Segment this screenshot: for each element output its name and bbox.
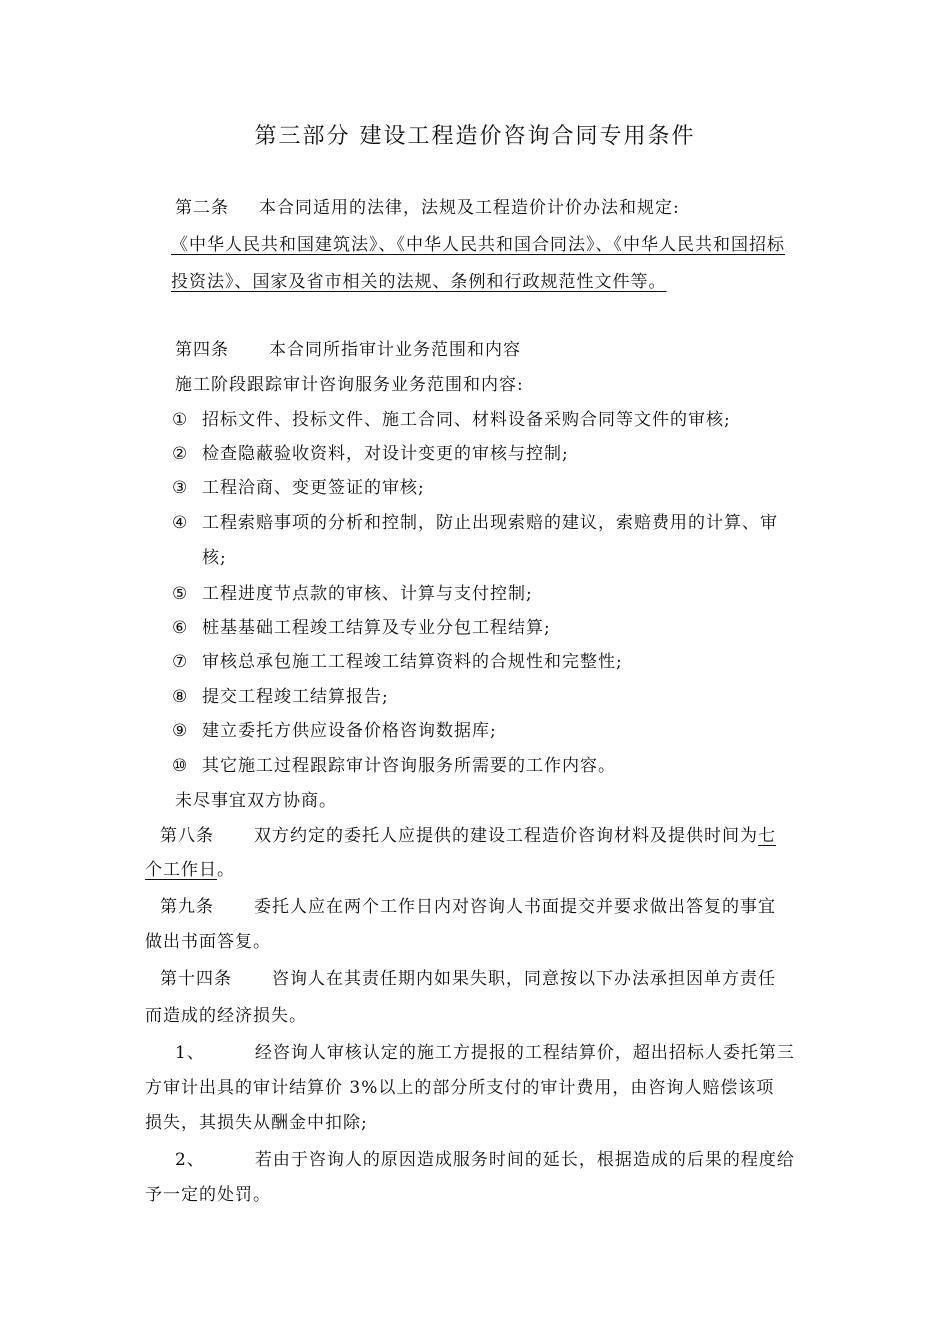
list-item <box>172 719 497 743</box>
article-8-underlined-number: 七 <box>758 826 776 846</box>
article-8-line-2 <box>145 858 235 882</box>
item-number: ⑦ <box>172 652 189 672</box>
article-14-label: 第十四条 <box>160 969 232 989</box>
clause-2-line-1 <box>175 1148 795 1172</box>
item-number: ⑩ <box>172 756 189 776</box>
list-item <box>172 685 389 709</box>
list-item <box>172 582 533 606</box>
item-text: 审核总承包施工工程竣工结算资料的合规性和完整性; <box>202 652 623 672</box>
article-9-line-2: 做出书面答复。 <box>145 932 271 952</box>
item-number: ④ <box>172 513 189 533</box>
laws-list-line-2: 投资法》、国家及省市相关的法规、条例和行政规范性文件等。 <box>171 272 667 292</box>
list-item <box>172 650 623 674</box>
list-item <box>172 616 551 640</box>
clause-2-number: 2、 <box>175 1150 205 1170</box>
item-text: 建立委托方供应设备价格咨询数据库; <box>202 721 497 741</box>
clause-1-number: 1、 <box>175 1043 205 1063</box>
article-14-line-1 <box>160 967 776 991</box>
item-text: 检查隐蔽验收资料，对设计变更的审核与控制; <box>202 444 569 464</box>
article-4-closing: 未尽事宜双方协商。 <box>175 791 337 811</box>
article-9-line-1 <box>160 895 776 919</box>
list-item <box>172 408 731 432</box>
clause-1-text: 经咨询人审核认定的施工方提报的工程结算价，超出招标人委托第三 <box>254 1043 795 1063</box>
article-2-heading <box>175 196 680 220</box>
clause-2-text: 若由于咨询人的原因造成服务时间的延长，根据造成的后果的程度给 <box>254 1150 795 1170</box>
article-14-line-2: 而造成的经济损失。 <box>145 1006 307 1026</box>
item-text: 工程进度节点款的审核、计算与支付控制; <box>202 584 533 604</box>
clause-1-line-3: 损失，其损失从酬金中扣除; <box>145 1113 368 1133</box>
item-continuation: 核; <box>202 548 227 568</box>
clause-1-line-2: 方审计出具的审计结算价 3%以上的部分所支付的审计费用，由咨询人赔偿该项 <box>145 1078 775 1098</box>
article-8-text: 双方约定的委托人应提供的建设工程造价咨询材料及提供时间为 <box>254 826 758 846</box>
item-text: 提交工程竣工结算报告; <box>202 687 389 707</box>
article-4-label: 第四条 <box>175 340 229 360</box>
article-2-title: 本合同适用的法律，法规及工程造价计价办法和规定: <box>259 198 680 218</box>
item-text: 其它施工过程跟踪审计咨询服务所需要的工作内容。 <box>202 756 616 776</box>
list-item <box>172 476 425 500</box>
clause-2-line-2: 予一定的处罚。 <box>145 1185 271 1205</box>
item-text: 招标文件、投标文件、施工合同、材料设备采购合同等文件的审核; <box>202 410 731 430</box>
article-4-title: 本合同所指审计业务范围和内容 <box>269 340 521 360</box>
list-item <box>172 442 569 466</box>
item-number: ⑨ <box>172 721 189 741</box>
page-title: 第三部分 建设工程造价咨询合同专用条件 <box>254 124 696 149</box>
list-item <box>172 511 778 535</box>
item-number: ⑥ <box>172 618 189 638</box>
article-8-line-1 <box>160 824 776 848</box>
article-14-text: 咨询人在其责任期内如果失职，同意按以下办法承担因单方责任 <box>272 969 776 989</box>
item-number: ② <box>172 444 189 464</box>
article-8-underlined-days: 个工作日 <box>145 860 217 880</box>
article-2-label: 第二条 <box>175 198 229 218</box>
item-number: ⑧ <box>172 687 189 707</box>
article-4-heading <box>175 338 521 362</box>
article-8-label: 第八条 <box>160 826 214 846</box>
laws-list-line-1: 《中华人民共和国建筑法》、《中华人民共和国合同法》、《中华人民共和国招标 <box>171 235 785 255</box>
item-text: 工程索赔事项的分析和控制，防止出现索赔的建议，索赔费用的计算、审 <box>202 513 778 533</box>
item-number: ③ <box>172 478 189 498</box>
article-9-text: 委托人应在两个工作日内对咨询人书面提交并要求做出答复的事宜 <box>254 897 776 917</box>
list-item <box>172 754 616 778</box>
article-8-tail: 。 <box>217 860 235 880</box>
article-9-label: 第九条 <box>160 897 214 917</box>
item-text: 工程洽商、变更签证的审核; <box>202 478 425 498</box>
item-number: ⑤ <box>172 584 189 604</box>
item-text: 桩基基础工程竣工结算及专业分包工程结算; <box>202 618 551 638</box>
article-4-subheading: 施工阶段跟踪审计咨询服务业务范围和内容: <box>175 375 524 395</box>
clause-1-line-1 <box>175 1041 795 1065</box>
item-number: ① <box>172 410 189 430</box>
